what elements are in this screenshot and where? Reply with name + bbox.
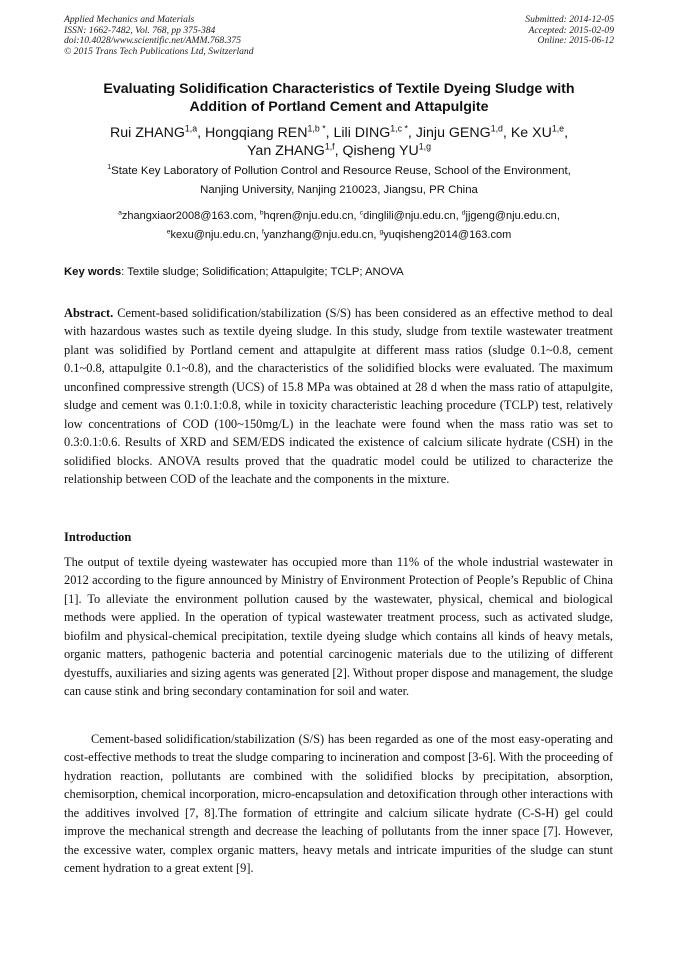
author-sup: 1,d — [490, 123, 503, 134]
email-sup: d — [461, 209, 466, 217]
abstract-label: Abstract. — [64, 306, 114, 320]
email-address: jjgeng@nju.edu.cn — [465, 210, 557, 222]
author-sup: 1,b * — [307, 123, 326, 134]
copyright-line: © 2015 Trans Tech Publications Ltd, Switzerland — [64, 45, 254, 57]
email-address: kexu@nju.edu.cn — [170, 229, 256, 241]
introduction-paragraph-2: Cement-based solidification/stabilization (S/S) has been regarded as one of the most easy-operating and cost-effective methods to treat the sludge comparing to incineration and compost [3-6]. With the proceeding of hydration reaction, pollutants are combined with the solidified blocks by precipitation, absorption, chemisorption, chemical incorporation, micro-encapsulation and detoxification through other interactions with the additives involved [7, 8].The formation of ettringite and calcium silicate hydrate (C-S-H) gel could improve the mechanical strength and decrease the leaching of pollutants from the inner space [7]. However, the excessive water, complex organic matters, heavy metals and intricate impurities of the sludge can stunt cement hydration to a great extent [9]. — [64, 732, 613, 876]
issn-line: ISSN: 1662-7482, Vol. 768, pp 375-384 — [64, 24, 216, 36]
email-address: zhangxiaor2008@163.com — [121, 210, 254, 222]
email-address: yanzhang@nju.edu.cn — [263, 229, 374, 241]
email-address: dinglili@nju.edu.cn — [363, 210, 456, 222]
author-separator: , — [407, 125, 416, 141]
online-date: Online: 2015-06-12 — [537, 35, 614, 47]
author-line-2 — [60, 142, 618, 160]
email-line-1: $^a$zhangxiaor2008@163.com, $^b$hqren@nju.edu.cn, $^c$dinglili@nju.edu.cn, $^d$jjgeng@nju.edu.cn, — [118, 209, 560, 222]
author-separator: , — [334, 143, 343, 159]
email-entry[interactable] — [118, 210, 253, 222]
author-name: Qisheng YU — [342, 143, 419, 159]
affiliation-text-1: State Key Laboratory of Pollution Control and Resource Reuse, School of the Environment, — [111, 165, 571, 177]
introduction-heading: Introduction — [64, 530, 132, 544]
affiliation-line-1 — [60, 162, 618, 181]
author-sup: 1,f — [324, 141, 335, 152]
title-line-2: Addition of Portland Cement and Attapulgite — [189, 98, 489, 115]
author-name: Hongqiang REN — [204, 125, 308, 141]
keywords — [64, 265, 614, 280]
submitted-date: Submitted: 2014-12-05 — [525, 14, 614, 25]
author-name: Jinju GENG — [415, 125, 491, 141]
email-entry[interactable] — [262, 229, 374, 241]
email-sup: f — [261, 228, 264, 236]
email-address: yuqisheng2014@163.com — [383, 229, 512, 241]
accepted-date: Accepted: 2015-02-09 — [528, 24, 614, 36]
author-separator: , — [197, 125, 205, 141]
title-line-1: Evaluating Solidification Characteristics of Textile Dyeing Sludge with — [103, 81, 575, 97]
author-list — [60, 124, 618, 160]
introduction-paragraph-1: The output of textile dyeing wastewater has occupied more than 11% of the whole industrial wastewater in 2012 according to the figure announced by Ministry of Environment Protection of People’s Republic of China [1]. To alleviate the environment pollution caused by the wastewater, physical, chemical and biological methods were applied. In the operation of typical wastewater treatment process, such as activated sludge, biofilm and physical-chemical precipitation, textile dyeing sludge which contains all kinds of heavy metals, organic matters, pathogenic bacteria and potential carcinogenic materials due to the utilizing of different dyestuffs, auxiliaries and sizing agents was generated [2]. Without proper dispose and management, the sludge can cause stink and bring secondary contamination for soil and water. — [64, 555, 613, 699]
email-entry[interactable] — [360, 210, 456, 222]
author-sup: 1,g — [418, 141, 431, 152]
author-name: Ke XU — [510, 125, 552, 141]
email-sup: e — [166, 228, 171, 236]
journal-info — [64, 15, 254, 57]
email-sup: c — [359, 209, 364, 217]
doi-line: doi:10.4028/www.scientific.net/AMM.768.375 — [64, 35, 242, 47]
author-sup: 1,e — [551, 123, 565, 134]
author-line-1 — [60, 124, 618, 142]
publication-dates — [525, 15, 614, 47]
email-entry[interactable] — [379, 229, 511, 241]
email-entry[interactable] — [167, 229, 256, 241]
affiliation — [60, 162, 618, 200]
author-name: Rui ZHANG — [109, 125, 185, 141]
keywords-label: Key words — [64, 266, 122, 278]
email-line-2: $^e$kexu@nju.edu.cn, $^f$yanzhang@nju.edu.cn, $^g$yuqisheng2014@163.com — [166, 228, 512, 241]
affiliation-sup: 1 — [107, 164, 112, 172]
paper-title — [60, 81, 618, 116]
email-list — [60, 207, 618, 245]
author-sup: 1,c * — [390, 123, 408, 134]
author-name: Yan ZHANG — [247, 143, 325, 159]
abstract-text: Cement-based solidification/stabilization (S/S) has been considered as an effective method to deal with hazardous wastes such as textile dyeing sludge. In this study, sludge from textile wastewater treatment plant was solidified by Portland cement and attapulgite at different mass ratios (sludge 0.1~0.8, cement 0.1~0.8, attapulgite 0.1~0.8), and the characteristics of the solidified blocks were evaluated. The maximum unconfined compressive strength (UCS) of 15.8 MPa was obtained at 28 d when the mass ratio of attapulgite, sludge and cement was 0.1:0.1:0.8, while in toxicity characteristic leaching procedure (TCLP) test, relatively low concentrations of COD (100~150mg/L) in the leachate were found when the mass ratio was set to 0.3:0.1:0.6. Results of XRD and SEM/EDS indicated the existence of calcium silicate hydrate (CSH) in the solidified blocks. ANOVA results proved that the quadratic model could be utilized to characterize the relationship between COD of the leachate and the components in the mixture. — [64, 306, 613, 487]
abstract — [64, 304, 613, 489]
author-name: Lili DING — [333, 125, 391, 141]
email-entry[interactable] — [462, 210, 557, 222]
email-address: hqren@nju.edu.cn — [263, 210, 354, 222]
author-separator: , — [502, 125, 511, 141]
email-sup: g — [379, 228, 384, 236]
email-sup: b — [259, 209, 264, 217]
keywords-text: : Textile sludge; Solidification; Attapulgite; TCLP; ANOVA — [121, 266, 404, 278]
author-separator: , — [325, 125, 334, 141]
affiliation-line-2: Nanjing University, Nanjing 210023, Jiangsu, PR China — [200, 184, 478, 196]
email-sup: a — [118, 209, 122, 217]
author-sup: 1,a — [184, 123, 198, 134]
email-entry[interactable] — [260, 210, 354, 222]
journal-name: Applied Mechanics and Materials — [64, 14, 195, 25]
author-separator: , — [564, 125, 569, 141]
